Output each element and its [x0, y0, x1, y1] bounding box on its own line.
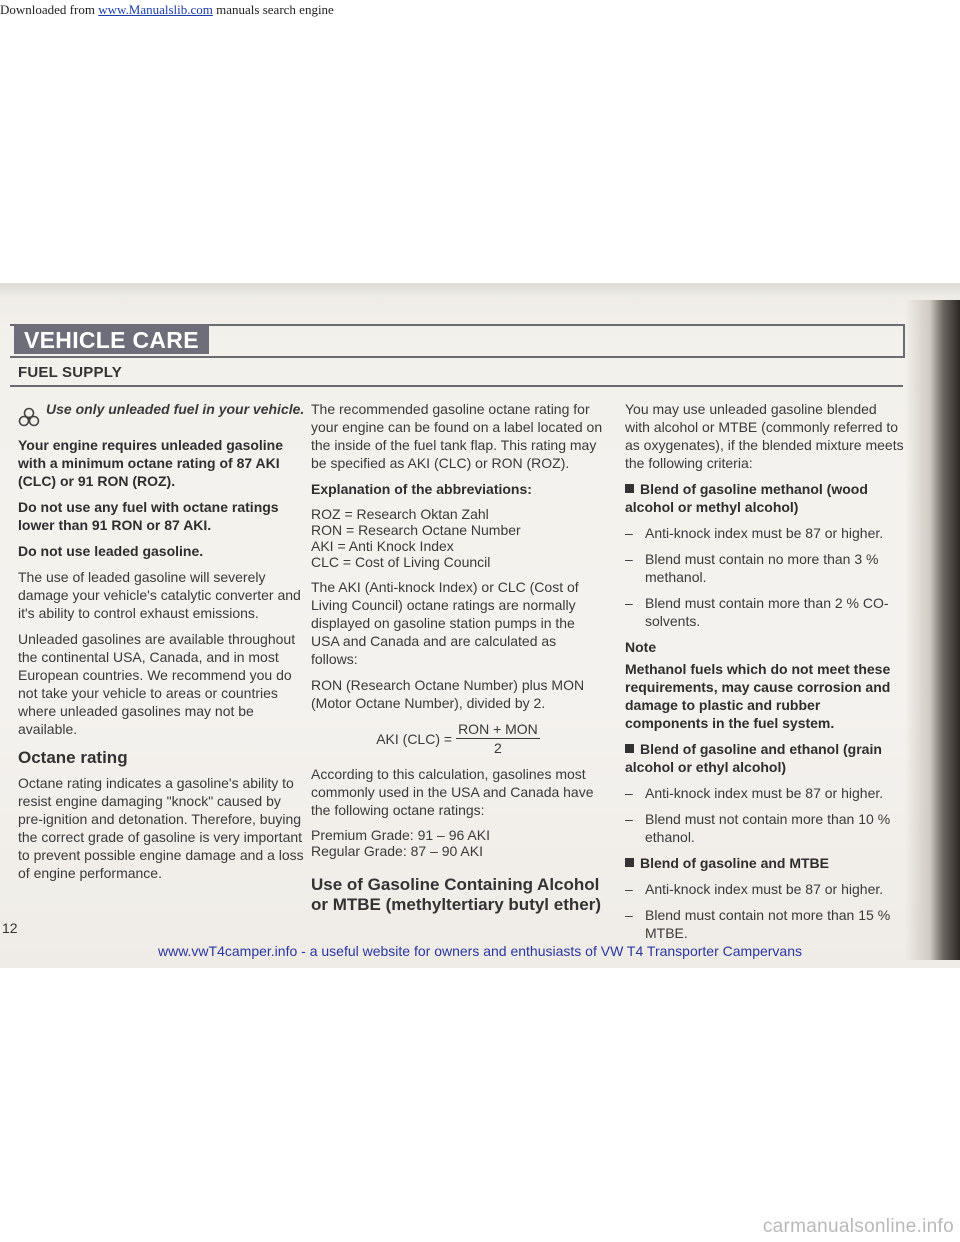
availability-paragraph: Unleaded gasolines are available throughout the continental USA, Canada, and in most European countries. We recommend you do not take your vehicle to areas or countries where unleaded gasolines may not be available. [18, 631, 296, 737]
formula-left: AKI (CLC) = [376, 730, 453, 747]
download-suffix: manuals search engine [212, 2, 334, 17]
warning-text: Use only unleaded fuel in your vehicle. [46, 401, 305, 417]
methanol-blend-text: Blend of gasoline methanol (wood alcohol or methyl alcohol) [625, 481, 868, 515]
blended-gasoline-paragraph: You may use unleaded gasoline blended with alcohol or MTBE (commonly referred to as oxygenates), if the blended mixture meets the following criteria: [625, 401, 904, 471]
list-item-text: Blend must contain more than 2 % CO-solvents. [645, 595, 889, 629]
ethanol-blend-title [625, 740, 905, 776]
abbreviation-item: ROZ = Research Oktan Zahl [311, 506, 489, 522]
list-item: – Anti-knock index must be 87 or higher. [625, 785, 884, 801]
section-title: FUEL SUPPLY [18, 364, 122, 381]
requirement-paragraph: Your engine requires unleaded gasoline with a minimum octane rating of 87 AKI (CLC) or 91 RON (ROZ). [18, 437, 284, 489]
page-number: 12 [2, 920, 18, 936]
list-item-text: Anti-knock index must be 87 or higher. [645, 525, 884, 541]
formula-fraction [456, 720, 540, 757]
rating-item: Premium Grade: 91 – 96 AKI [311, 827, 490, 843]
abbreviation-item: CLC = Cost of Living Council [311, 554, 491, 570]
aki-explanation-paragraph: The AKI (Anti-knock Index) or CLC (Cost of Living Council) octane ratings are normally displayed on gasoline station pumps in the USA and Canada and are calculated as follows: [311, 579, 579, 667]
list-item-text: Anti-knock index must be 87 or higher. [645, 785, 884, 801]
list-item: – Blend must contain no more than 3 % methanol. [625, 550, 905, 586]
column-left [18, 400, 308, 890]
manualslib-link[interactable]: www.Manualslib.com [98, 2, 213, 17]
abbreviations-heading: Explanation of the abbreviations: [311, 481, 532, 497]
chapter-title: VEHICLE CARE [14, 326, 209, 354]
calculation-paragraph: According to this calculation, gasolines most commonly used in the USA and Canada have the following octane ratings: [311, 766, 594, 818]
mtbe-blend-text: Blend of gasoline and MTBE [640, 855, 830, 871]
abbreviations-list [311, 506, 605, 570]
formula-denominator: 2 [494, 740, 502, 756]
list-item-text: Anti-knock index must be 87 or higher. [645, 881, 884, 897]
mtbe-blend-title [625, 854, 905, 872]
no-leaded-paragraph: Do not use leaded gasoline. [18, 543, 204, 559]
alcohol-mtbe-heading: Use of Gasoline Containing Alcohol or MTBE (methyltertiary butyl ether) [311, 875, 601, 914]
list-item-text: Blend must contain not more than 15 % MTBE. [645, 907, 891, 941]
list-item: – Blend must not contain more than 10 % ethanol. [625, 810, 905, 846]
list-item: – Blend must contain more than 2 % CO-solvents. [625, 594, 905, 630]
column-middle [311, 400, 605, 915]
watermark: carmanualsonline.info [762, 1216, 954, 1237]
abbreviation-item: RON = Research Octane Number [311, 522, 521, 538]
download-source-line [0, 0, 960, 22]
page-top-edge [0, 283, 960, 297]
list-item-text: Blend must not contain more than 10 % ethanol. [645, 811, 891, 845]
recommended-rating-paragraph: The recommended gasoline octane rating for your engine can be found on a label located on the inside of the fuel tank flap. This rating may be specified as AKI (CLC) or RON (ROZ). [311, 401, 603, 471]
rating-item: Regular Grade: 87 – 90 AKI [311, 843, 483, 859]
formula-numerator: RON + MON [458, 721, 538, 737]
note-label: Note [625, 639, 657, 655]
square-bullet-icon [625, 858, 634, 867]
ron-mon-paragraph: RON (Research Octane Number) plus MON (Motor Octane Number), divided by 2. [311, 677, 585, 711]
octane-minimum-paragraph: Do not use any fuel with octane ratings lower than 91 RON or 87 AKI. [18, 499, 279, 533]
catalytic-converter-icon [18, 406, 40, 428]
column-right [625, 400, 905, 950]
list-item: – Anti-knock index must be 87 or higher. [625, 525, 884, 541]
square-bullet-icon [625, 484, 634, 493]
square-bullet-icon [625, 744, 634, 753]
octane-rating-paragraph: Octane rating indicates a gasoline's ability to resist engine damaging "knock" caused by pre-ignition and detonation. Therefore, buying the correct grade of gasoline is very important to prevent possible engine damage and a loss of engine performance. [18, 775, 304, 881]
footer-website-link[interactable]: www.vwT4camper.info - a useful website for owners and enthusiasts of VW T4 Transporter Campervans [157, 943, 803, 959]
section-divider [10, 385, 903, 387]
ethanol-blend-text: Blend of gasoline and ethanol (grain alcohol or ethyl alcohol) [625, 741, 882, 775]
methanol-blend-title [625, 480, 905, 516]
octane-ratings-list [311, 827, 605, 859]
list-item: – Anti-knock index must be 87 or higher. [625, 881, 884, 897]
list-item-text: Blend must contain no more than 3 % methanol. [645, 551, 879, 585]
download-prefix: Downloaded from [0, 2, 99, 17]
aki-formula [311, 720, 605, 757]
page-binding-shadow [905, 300, 960, 960]
abbreviation-item: AKI = Anti Knock Index [311, 538, 454, 554]
unleaded-warning [18, 400, 308, 428]
octane-rating-heading: Octane rating [18, 748, 128, 767]
list-item: – Blend must contain not more than 15 % MTBE. [625, 906, 905, 942]
methanol-note: Methanol fuels which do not meet these requirements, may cause corrosion and damage to plastic and rubber components in the fuel system. [625, 661, 891, 731]
leaded-damage-paragraph: The use of leaded gasoline will severely damage your vehicle's catalytic converter and it's ability to control exhaust emissions. [18, 569, 301, 621]
